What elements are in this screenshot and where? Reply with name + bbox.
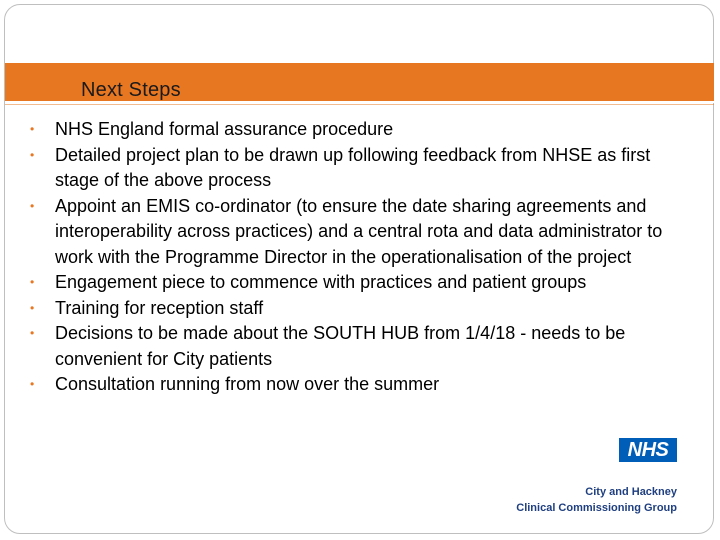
- ccg-name: [516, 484, 677, 516]
- list-item: [24, 117, 684, 143]
- list-item: [24, 372, 684, 398]
- bullet-text: Consultation running from now over the summer: [55, 374, 440, 394]
- bullet-text: Engagement piece to commence with practices and patient groups: [55, 272, 587, 292]
- bullet-icon: •: [30, 147, 35, 162]
- list-item: [24, 296, 684, 322]
- bullet-icon: •: [30, 377, 35, 391]
- ccg-line-2: Clinical Commissioning Group: [516, 502, 677, 514]
- bullet-icon: •: [30, 275, 35, 289]
- list-item: [24, 270, 684, 296]
- bullet-list: [24, 117, 684, 398]
- bullet-text: Appoint an EMIS co-ordinator (to ensure the date sharing agreements and interoperability across practices) and a central rota and data administrator to work with the Programme Director in the operationalisation of the project: [55, 195, 663, 267]
- bullet-icon: •: [30, 300, 35, 315]
- list-item: [24, 143, 684, 194]
- bullet-icon: •: [30, 198, 35, 213]
- bullet-icon: •: [30, 122, 35, 136]
- nhs-logo: NHS: [619, 438, 677, 462]
- list-item: [24, 194, 684, 271]
- ccg-line-1: City and Hackney: [585, 486, 677, 498]
- bullet-text: NHS England formal assurance procedure: [55, 119, 394, 139]
- bullet-text: Decisions to be made about the SOUTH HUB from 1/4/18 - needs to be convenient for City patients: [55, 323, 626, 369]
- bullet-text: Training for reception staff: [55, 297, 264, 318]
- bullet-text: Detailed project plan to be drawn up following feedback from NHSE as first stage of the above process: [55, 144, 651, 190]
- slide-title: Next Steps: [81, 79, 181, 101]
- list-item: [24, 321, 684, 372]
- bullet-icon: •: [30, 326, 35, 340]
